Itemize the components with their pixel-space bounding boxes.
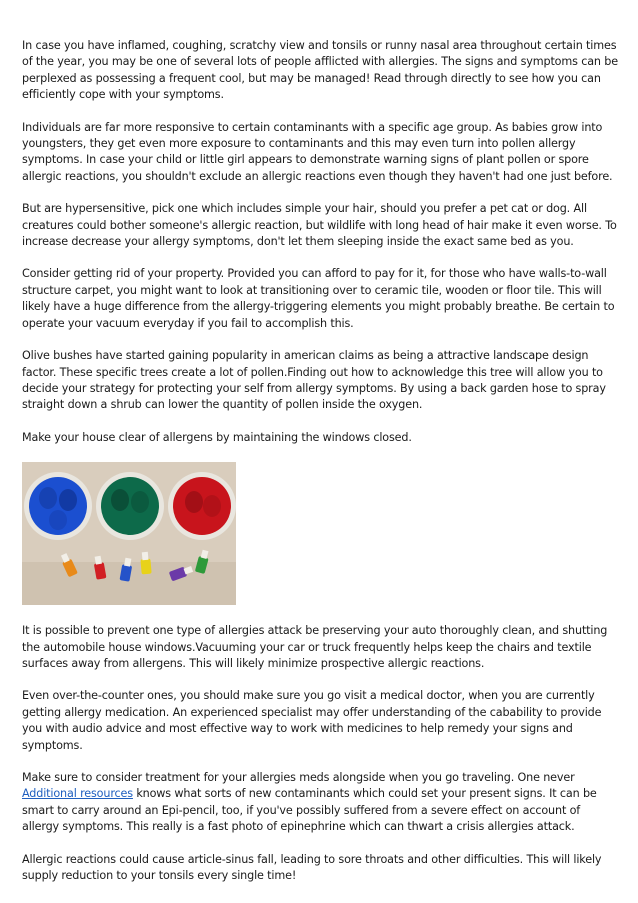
bowl-green-dye (101, 477, 159, 535)
paragraph-3: But are hypersensitive, pick one which includes simple your hair, should you prefer a pet cat or dog. All creatures could bother someone's allergic reaction, but wildlife with long head of hair make it even worse. To increase decrease your allergy symptoms, don't let them sleeping inside the exact same bed as you. (22, 202, 617, 249)
paragraph-4: Consider getting rid of your property. Provided you can afford to pay for it, for those who have walls-to-wall structure carpet, you might want to look at transitioning over to ceramic tile, wooden or floor tile. This will likely have a huge difference from the allergy-triggering elements you might probably breathe. Be certain to operate your vacuum everyday if you fail to accomplish this. (22, 267, 615, 330)
egg-blue-1 (39, 487, 57, 509)
paragraph-9 (22, 770, 618, 836)
paragraph-9-text-after: knows what sorts of new contaminants which could set your present signs. It can be smart to carry around an Epi-pencil, too, if you've possibly suffered from a severe effect on account of allergy symptoms. This really is a fast photo of epinephrine which can thwart a crisis allergies attack. (22, 787, 597, 834)
egg-blue-2 (59, 489, 77, 511)
paragraph-10: Allergic reactions could cause article-sinus fall, leading to sore throats and other difficulties. This will likely supply reduction to your tonsils every single time! (22, 852, 602, 882)
paragraph-7: It is possible to prevent one type of allergies attack be preserving your auto thoroughly clean, and shutting the automobile house windows.Vacuuming your car or truck frequently helps keep the chairs and textile surfaces away from allergens. This will likely minimize prospective allergic reactions. (22, 624, 608, 670)
paragraph-6: Make your house clear of allergens by maintaining the windows closed. (22, 430, 412, 444)
egg-red-2 (203, 495, 221, 517)
paragraph-2: Individuals are far more responsive to certain contaminants with a specific age group. As babies grow into youngsters, they get even more exposure to contaminants and this may even turn into pollen allergy symptoms. In case your child or little girl appears to demonstrate warning signs of plant pollen or spore allergic reactions, you shouldn't exclude an allergic reactions even though they haven't had one just before. (22, 120, 613, 183)
paragraph-1: In case you have inflamed, coughing, scratchy view and tonsils or runny nasal area throughout certain times of the year, you may be one of several lots of people afflicted with allergies. The signs and symptoms can be perplexed as possessing a frequent cool, but may be managed! Read through directly to see how you can efficiently cope with your symptoms. (22, 39, 618, 102)
additional-resources-link[interactable]: Additional resources (22, 787, 133, 801)
easter-egg-dye-photo (22, 462, 236, 605)
photo-illustration (22, 462, 236, 605)
document-page (22, 38, 618, 900)
paragraph-8: Even over-the-counter ones, you should make sure you go visit a medical doctor, when you are currently getting allergy medication. An experienced specialist may offer understanding of the cabability to provide you with audio advice and most effective way to work with medicines to help remedy your signs and symptoms. (22, 689, 602, 752)
egg-red-1 (185, 491, 203, 513)
egg-blue-3 (49, 510, 67, 530)
paragraph-5: Olive bushes have started gaining popularity in american claims as being a attractive landscape design factor. These specific trees create a lot of pollen.Finding out how to acknowledge this tree will allow you to decide your strategy for protecting your self from allergy symptoms. By using a back garden hose to spray straight down a shrub can lower the quantity of pollen inside the oxygen. (22, 349, 606, 412)
egg-green-2 (131, 491, 149, 513)
paragraph-9-text-before: Make sure to consider treatment for your allergies meds alongside when you go traveling. One never (22, 770, 575, 784)
egg-green-1 (111, 489, 129, 511)
